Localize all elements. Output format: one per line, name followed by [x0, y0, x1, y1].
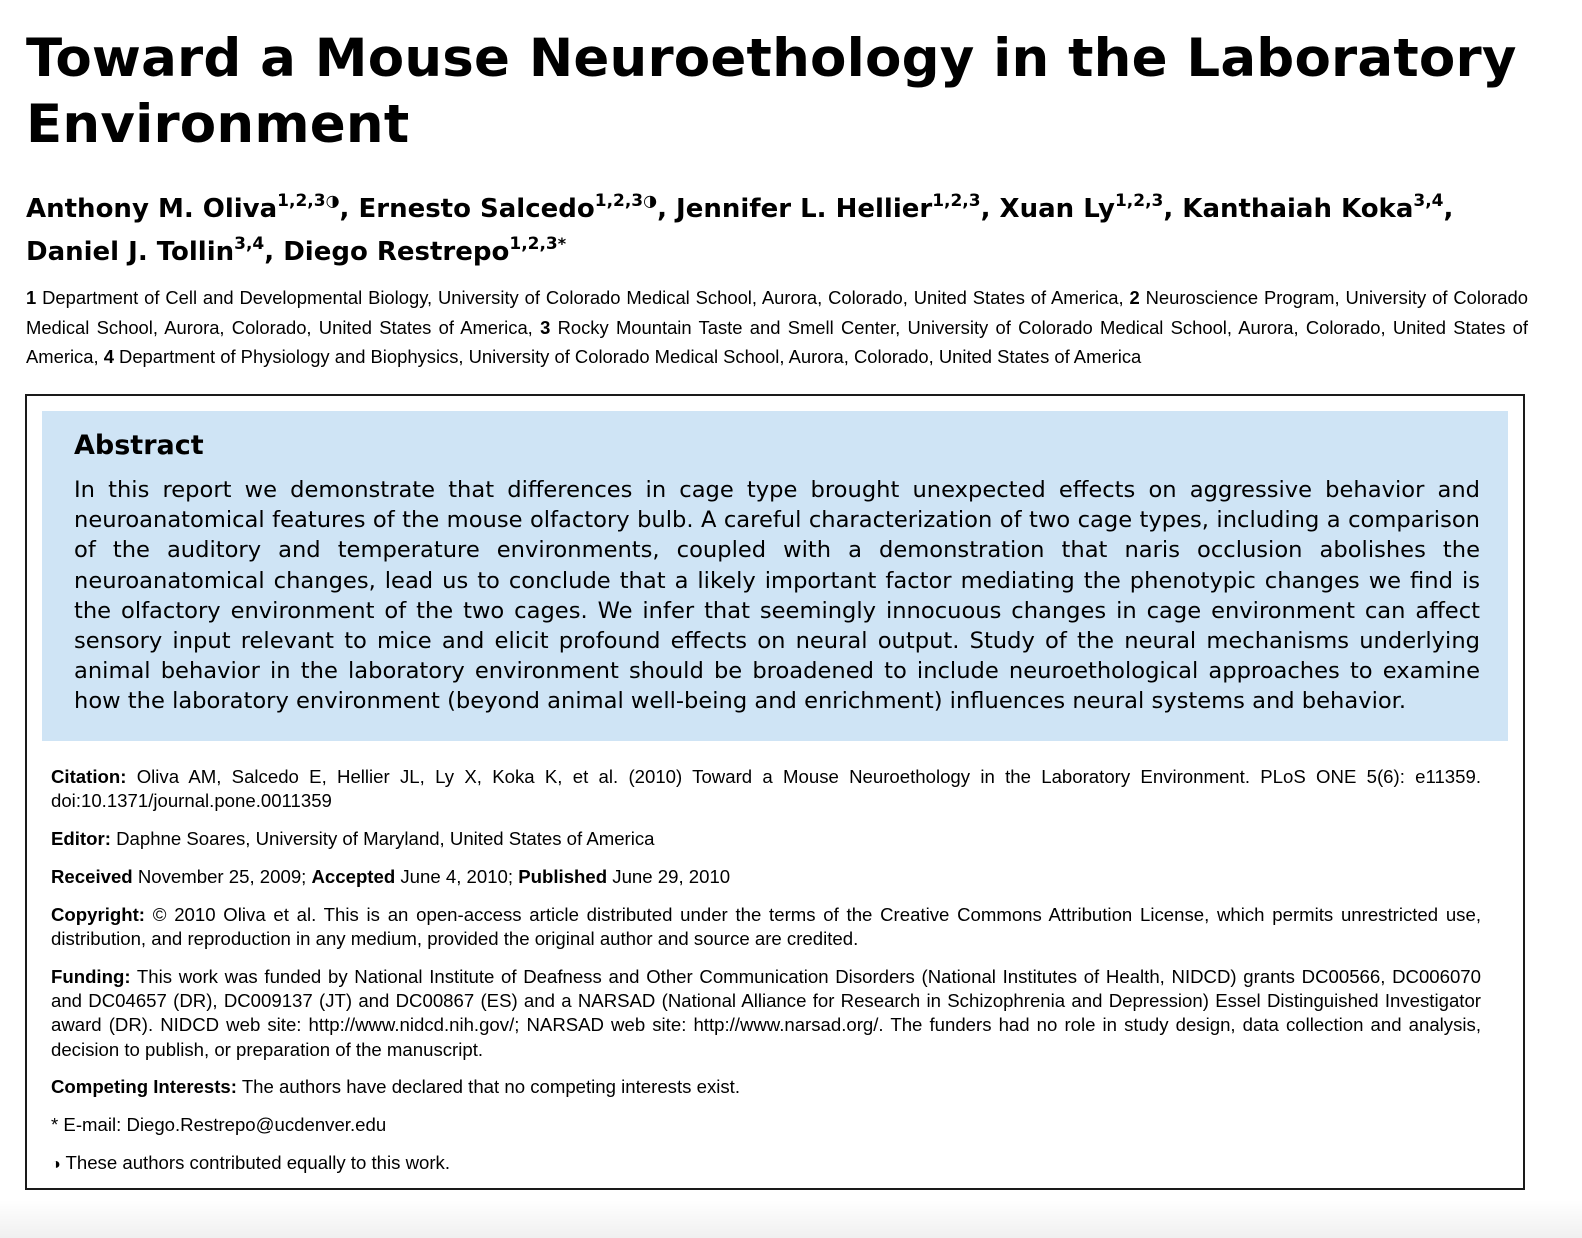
- competing-interests-text: The authors have declared that no competing interests exist.: [241, 1076, 740, 1097]
- equal-contribution-icon: ◑: [51, 1156, 61, 1173]
- paper-title: Toward a Mouse Neuroethology in the Laboratory Environment: [26, 28, 1517, 155]
- competing-interests-label: Competing Interests:: [51, 1076, 237, 1097]
- affiliation-number: 4: [103, 346, 114, 368]
- author-affiliation-sup: 1,2,3*: [509, 234, 567, 254]
- author: Ernesto Salcedo$^{1,2,3◑}$,: [358, 191, 677, 224]
- funding-label: Funding:: [51, 966, 131, 987]
- editor: [51, 827, 1481, 851]
- author: Diego Restrepo$^{1,2,3*}$: [283, 234, 567, 267]
- accepted-date: June 4, 2010;: [400, 866, 514, 887]
- author: Anthony M. Oliva$^{1,2,3◑}$,: [26, 191, 359, 224]
- author: Daniel J. Tollin$^{3,4}$,: [26, 234, 284, 267]
- citation-text[interactable]: Oliva AM, Salcedo E, Hellier JL, Ly X, Koka K, et al. (2010) Toward a Mouse Neuroethology in the Laboratory Environment. PLoS ONE 5(6): e11359. doi:10.1371/journal.pone.0011359: [51, 766, 1481, 812]
- funding-text[interactable]: This work was funded by National Institute of Deafness and Other Communication Disorders (National Institutes of Health, NIDCD) grants DC00566, DC006070 and DC04657 (DR), DC009137 (JT) and DC00867 (ES) and a NARSAD (National Alliance for Research in Schizophrenia and Depression) Essel Distinguished Investigator award (DR). NIDCD web site: http://www.nidcd.nih.gov/; NARSAD web site: http://www.narsad.org/. The funders had no role in study design, data collection and analysis, decision to publish, or preparation of the manuscript.: [51, 966, 1481, 1060]
- author-affiliation-sup: 1,2,3◑: [594, 191, 658, 211]
- abstract-heading: Abstract: [74, 430, 204, 461]
- email-text[interactable]: E-mail: Diego.Restrepo@ucdenver.edu: [63, 1114, 387, 1135]
- affiliation-number: 3: [540, 316, 551, 338]
- abstract-text: In this report we demonstrate that differences in cage type brought unexpected effects on aggressive behavior and neuroanatomical features of the mouse olfactory bulb. A careful characterization of two cage types, including a comparison of the auditory and temperature environments, coupled with a demonstration that naris occlusion abolishes the neuroanatomical changes, lead us to conclude that a likely important factor mediating the phenotypic changes we find is the olfactory environment of the two cages. We infer that seemingly innocuous changes in cage environment can affect sensory input relevant to mice and elicit profound effects on neural output. Study of the neural mechanisms underlying animal behavior in the laboratory environment should be broadened to include neuroethological approaches to examine how the laboratory environment (beyond animal well-being and enrichment) influences neural systems and behavior.: [74, 477, 1480, 715]
- editor-label: Editor:: [51, 828, 111, 849]
- author-affiliation-sup: 1,2,3: [1114, 191, 1164, 211]
- copyright-label: Copyright:: [51, 904, 145, 925]
- author-affiliation-sup: 3,4: [1413, 191, 1444, 211]
- author-affiliation-sup: 1,2,3: [932, 191, 981, 211]
- published-label: Published: [518, 866, 608, 887]
- author-affiliation-sup: 3,4: [234, 234, 265, 254]
- author-affiliation-sup: 1,2,3◑: [277, 191, 340, 211]
- affiliation-number: 1: [26, 287, 37, 308]
- page-bottom-edge: [0, 1200, 1582, 1238]
- competing-interests: [51, 1075, 1481, 1099]
- funding: [51, 965, 1481, 1062]
- affiliation-text: Neuroscience Program, University of Colorado Medical School, Aurora, Colorado, United States of America,: [26, 287, 1528, 338]
- citation-label: Citation:: [51, 766, 127, 787]
- article-info-box: [25, 394, 1525, 1190]
- affiliation-text: Department of Cell and Developmental Biology, University of Colorado Medical School, Aurora, Colorado, United States of America,: [42, 287, 1124, 308]
- corresponding-author-icon: *: [557, 234, 567, 253]
- equal-contribution-note: [51, 1151, 1481, 1177]
- author: Jennifer L. Hellier$^{1,2,3}$,: [676, 191, 1000, 224]
- asterisk-icon: *: [51, 1114, 59, 1135]
- equal-contribution-text: These authors contributed equally to this work.: [65, 1152, 450, 1173]
- equal-contribution-icon: ◑: [643, 191, 658, 210]
- copyright-text: © 2010 Oliva et al. This is an open-access article distributed under the terms of the Creative Commons Attribution License, which permits unrestricted use, distribution, and reproduction in any medium, provided the original author and source are credited.: [51, 904, 1481, 950]
- dates: [51, 865, 1481, 889]
- affiliation-text: Department of Physiology and Biophysics, University of Colorado Medical School, Aurora, Colorado, United States of America: [119, 346, 1142, 368]
- citation: [51, 765, 1481, 813]
- corresponding-email: [51, 1113, 1481, 1137]
- received-date: November 25, 2009;: [137, 866, 307, 887]
- affiliation-number: 2: [1129, 287, 1140, 308]
- published-date: June 29, 2010: [612, 866, 731, 887]
- affiliations: [26, 283, 1528, 372]
- author: Xuan Ly$^{1,2,3}$,: [999, 191, 1183, 224]
- author-list: [26, 188, 1536, 274]
- received-label: Received: [51, 866, 133, 887]
- affiliation-text: Rocky Mountain Taste and Smell Center, University of Colorado Medical School, Aurora, Colorado, United States of America,: [26, 316, 1528, 368]
- author: Kanthaiah Koka$^{3,4}$,: [1182, 191, 1454, 224]
- accepted-label: Accepted: [311, 866, 396, 887]
- abstract-panel: [42, 411, 1508, 741]
- copyright: [51, 903, 1481, 951]
- equal-contribution-icon: ◑: [325, 191, 340, 210]
- editor-text: Daphne Soares, University of Maryland, United States of America: [116, 828, 655, 849]
